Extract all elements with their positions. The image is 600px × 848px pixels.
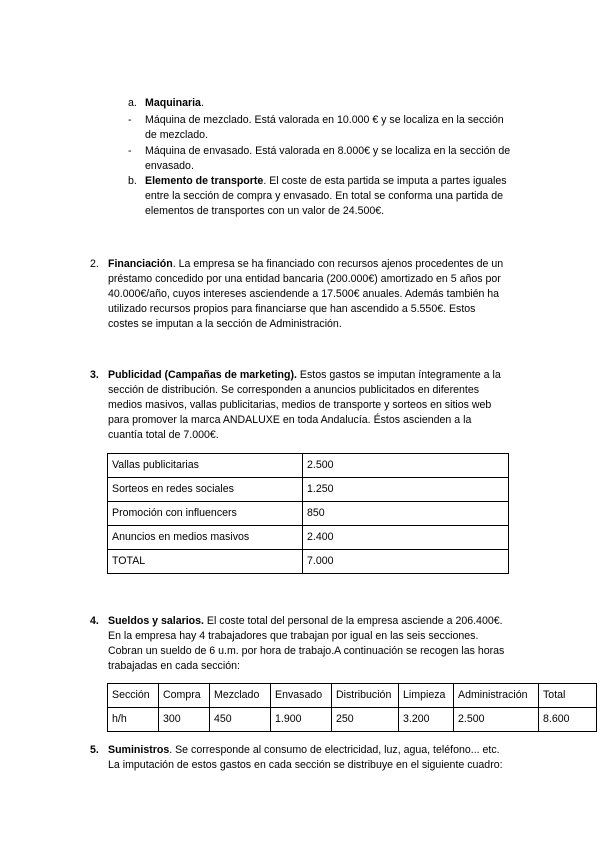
table-cell: 8.600 [539,708,597,732]
supplies-title: Suministros [108,744,170,756]
financing-line3: 40.000€/año, cuyos intereses asciendende a 17.500€ anuales. Además también ha [108,288,500,300]
transport-line3: elementos de transportes con un valor de 24.500€. [145,205,385,217]
financing-title: Financiación [108,258,173,270]
table-cell: h/h [108,708,159,732]
supplies-line1: Suministros. Se corresponde al consumo de electricidad, luz, agua, teléfono... etc. [108,744,500,756]
advertising-line5: cuantía total de 7.000€. [108,429,219,441]
table-row [108,502,509,526]
table-header-cell: Mezclado [210,684,271,708]
financing-line5: costes se imputan a la sección de Administración. [108,318,342,330]
list-marker-b: b. [128,175,137,187]
advertising-line1: Publicidad (Campañas de marketing). Estos gastos se imputan íntegramente a la [108,369,501,381]
salaries-line3: Cobran un sueldo de 6 u.m. por hora de trabajo.A continuación se recogen las horas [108,645,505,657]
salaries-table [107,683,597,732]
table-cell: Sorteos en redes sociales [108,478,303,502]
table-header-cell: Compra [159,684,210,708]
table-cell: 450 [210,708,271,732]
table-cell: 1.900 [271,708,332,732]
table-row [108,684,597,708]
table-cell: 3.200 [399,708,454,732]
supplies-line2: La imputación de estos gastos en cada sección se distribuye en el siguiente cuadro: [108,759,503,771]
financing-line4: utilizado recursos propios para financiarse que han ascendido a 5.550€. Estos [108,303,476,315]
machinery-item2-line1: Máquina de envasado. Está valorada en 8.000€ y se localiza en la sección de [145,145,511,157]
list-marker-a: a. [128,97,137,109]
transport-line2: entre la sección de compra y envasado. En total se conforma una partida de [145,190,504,202]
advertising-line3: medios masivos, vallas publicitarias, medios de transporte y sorteos en sitios web [108,399,492,411]
salaries-title: Sueldos y salarios. [108,615,204,627]
bullet-dash: - [128,145,132,157]
table-cell: 2.500 [303,454,509,478]
table-cell: 850 [303,502,509,526]
table-row [108,526,509,550]
table-row [108,550,509,574]
table-cell: 1.250 [303,478,509,502]
table-cell: 250 [332,708,399,732]
table-cell: 300 [159,708,210,732]
table-cell: 2.400 [303,526,509,550]
section-number: 2. [90,258,99,270]
table-cell: Vallas publicitarias [108,454,303,478]
machinery-title: Maquinaria [145,97,201,109]
table-row [108,478,509,502]
salaries-line1: Sueldos y salarios. El coste total del personal de la empresa asciende a 206.400€. [108,615,503,627]
table-row [108,454,509,478]
advertising-table [107,453,509,574]
salaries-line4: trabajadas en cada sección: [108,660,240,672]
table-header-cell: Limpieza [399,684,454,708]
table-header-cell: Total [539,684,597,708]
financing-line1: Financiación. La empresa se ha financiado con recursos ajenos procedentes de un [108,258,504,270]
bullet-dash: - [128,114,132,126]
machinery-heading: Maquinaria. [145,97,204,109]
section-number: 5. [90,744,99,756]
section-number: 4. [90,615,99,627]
machinery-item2-line2: envasado. [145,160,194,172]
section-number: 3. [90,369,99,381]
advertising-title: Publicidad (Campañas de marketing). [108,369,297,381]
advertising-line4: para promover la marca ANDALUXE en toda Andalucía. Éstos ascienden a la [108,414,472,426]
table-cell: 7.000 [303,550,509,574]
transport-title: Elemento de transporte [145,175,264,187]
table-cell: 2.500 [454,708,539,732]
table-row [108,708,597,732]
machinery-item1-line2: de mezclado. [145,129,209,141]
table-cell: TOTAL [108,550,303,574]
table-cell: Anuncios en medios masivos [108,526,303,550]
table-cell: Promoción con influencers [108,502,303,526]
machinery-item1-line1: Máquina de mezclado. Está valorada en 10.000 € y se localiza en la sección [145,114,504,126]
salaries-line2: En la empresa hay 4 trabajadores que trabajan por igual en las seis secciones. [108,630,479,642]
table-header-cell: Sección [108,684,159,708]
table-header-cell: Distribución [332,684,399,708]
transport-line1: Elemento de transporte. El coste de esta partida se imputa a partes iguales [145,175,507,187]
table-header-cell: Administración [454,684,539,708]
financing-line2: préstamo concedido por una entidad bancaria (200.000€) amortizado en 5 años por [108,273,501,285]
advertising-line2: sección de distribución. Se corresponden a anuncios publicitados en diferentes [108,384,480,396]
table-header-cell: Envasado [271,684,332,708]
